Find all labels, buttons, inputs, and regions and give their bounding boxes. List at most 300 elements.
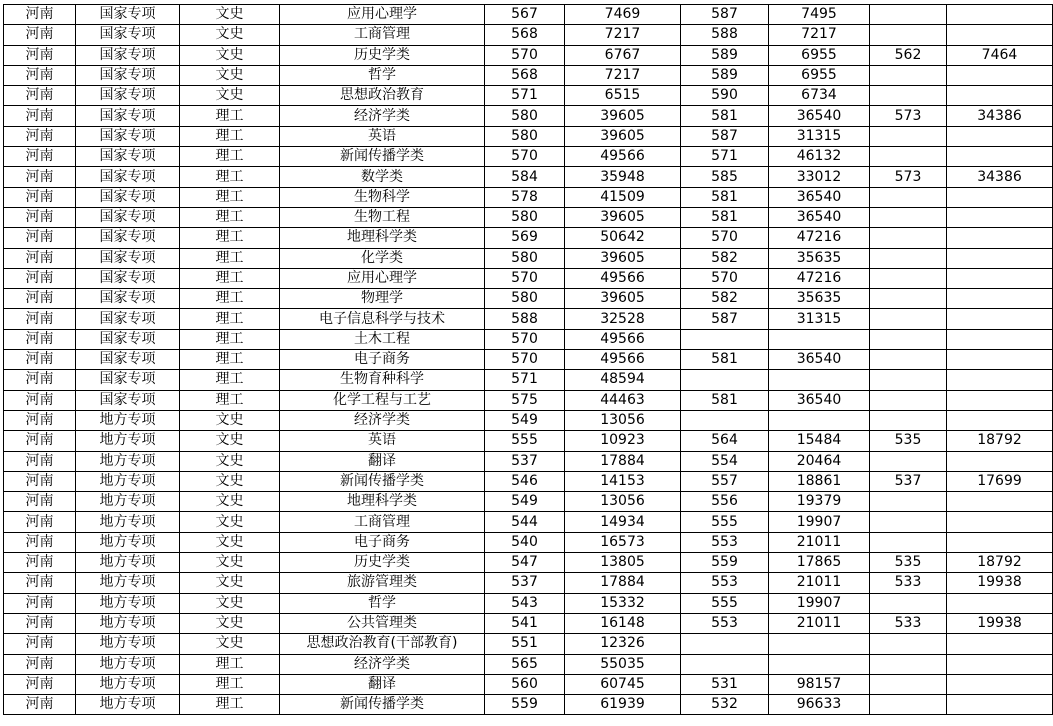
major-cell: 应用心理学 — [280, 268, 485, 288]
prev-rank-cell: 7495 — [769, 5, 870, 25]
prev-rank-cell: 33012 — [769, 167, 870, 187]
min-score-cell: 568 — [485, 65, 565, 85]
province-cell: 河南 — [4, 654, 76, 674]
earlier-rank-cell — [947, 512, 1053, 532]
min-score-cell: 580 — [485, 207, 565, 227]
table-row — [4, 695, 1053, 715]
table-row — [4, 471, 1053, 491]
prev-rank-cell: 20464 — [769, 451, 870, 471]
prev-score-cell: 564 — [681, 431, 769, 451]
province-cell: 河南 — [4, 289, 76, 309]
earlier-score-cell — [870, 451, 947, 471]
major-cell: 生物工程 — [280, 207, 485, 227]
prev-score-cell: 590 — [681, 86, 769, 106]
province-cell: 河南 — [4, 431, 76, 451]
earlier-rank-cell — [947, 309, 1053, 329]
min-rank-cell: 39605 — [565, 248, 681, 268]
earlier-rank-cell: 34386 — [947, 106, 1053, 126]
province-cell: 河南 — [4, 350, 76, 370]
min-rank-cell: 32528 — [565, 309, 681, 329]
table-row — [4, 86, 1053, 106]
prev-score-cell: 581 — [681, 350, 769, 370]
min-score-cell: 565 — [485, 654, 565, 674]
prev-score-cell — [681, 410, 769, 430]
prev-rank-cell: 35635 — [769, 289, 870, 309]
batch-type-cell: 国家专项 — [76, 329, 180, 349]
subject-category-cell: 理工 — [180, 268, 280, 288]
min-rank-cell: 14153 — [565, 471, 681, 491]
province-cell: 河南 — [4, 187, 76, 207]
subject-category-cell: 理工 — [180, 654, 280, 674]
major-cell: 新闻传播学类 — [280, 695, 485, 715]
min-score-cell: 543 — [485, 593, 565, 613]
province-cell: 河南 — [4, 553, 76, 573]
province-cell: 河南 — [4, 207, 76, 227]
prev-score-cell: 571 — [681, 147, 769, 167]
province-cell: 河南 — [4, 167, 76, 187]
table-row — [4, 370, 1053, 390]
batch-type-cell: 地方专项 — [76, 431, 180, 451]
earlier-rank-cell: 18792 — [947, 431, 1053, 451]
min-rank-cell: 14934 — [565, 512, 681, 532]
province-cell: 河南 — [4, 695, 76, 715]
prev-rank-cell — [769, 329, 870, 349]
prev-rank-cell: 15484 — [769, 431, 870, 451]
min-score-cell: 537 — [485, 573, 565, 593]
batch-type-cell: 地方专项 — [76, 532, 180, 552]
earlier-score-cell — [870, 147, 947, 167]
earlier-score-cell — [870, 654, 947, 674]
major-cell: 土木工程 — [280, 329, 485, 349]
prev-rank-cell: 96633 — [769, 695, 870, 715]
province-cell: 河南 — [4, 5, 76, 25]
province-cell: 河南 — [4, 532, 76, 552]
earlier-rank-cell — [947, 268, 1053, 288]
min-rank-cell: 17884 — [565, 573, 681, 593]
prev-rank-cell: 19907 — [769, 593, 870, 613]
min-rank-cell: 16573 — [565, 532, 681, 552]
earlier-rank-cell: 7464 — [947, 45, 1053, 65]
major-cell: 经济学类 — [280, 106, 485, 126]
subject-category-cell: 文史 — [180, 593, 280, 613]
min-rank-cell: 50642 — [565, 228, 681, 248]
earlier-rank-cell — [947, 248, 1053, 268]
earlier-score-cell — [870, 248, 947, 268]
prev-score-cell: 587 — [681, 309, 769, 329]
prev-score-cell: 556 — [681, 492, 769, 512]
prev-rank-cell — [769, 654, 870, 674]
min-rank-cell: 55035 — [565, 654, 681, 674]
earlier-score-cell — [870, 532, 947, 552]
prev-score-cell — [681, 370, 769, 390]
min-rank-cell: 12326 — [565, 634, 681, 654]
min-rank-cell: 13056 — [565, 410, 681, 430]
min-score-cell: 588 — [485, 309, 565, 329]
earlier-rank-cell — [947, 228, 1053, 248]
earlier-score-cell — [870, 593, 947, 613]
subject-category-cell: 理工 — [180, 106, 280, 126]
table-row — [4, 45, 1053, 65]
batch-type-cell: 国家专项 — [76, 147, 180, 167]
earlier-score-cell: 573 — [870, 106, 947, 126]
min-rank-cell: 41509 — [565, 187, 681, 207]
min-rank-cell: 39605 — [565, 207, 681, 227]
prev-score-cell: 557 — [681, 471, 769, 491]
batch-type-cell: 国家专项 — [76, 167, 180, 187]
batch-type-cell: 地方专项 — [76, 674, 180, 694]
prev-score-cell: 555 — [681, 512, 769, 532]
subject-category-cell: 理工 — [180, 350, 280, 370]
prev-rank-cell: 36540 — [769, 207, 870, 227]
earlier-score-cell: 562 — [870, 45, 947, 65]
prev-score-cell: 554 — [681, 451, 769, 471]
prev-score-cell: 553 — [681, 573, 769, 593]
province-cell: 河南 — [4, 248, 76, 268]
batch-type-cell: 地方专项 — [76, 593, 180, 613]
table-row — [4, 674, 1053, 694]
earlier-score-cell: 573 — [870, 167, 947, 187]
earlier-score-cell: 533 — [870, 573, 947, 593]
major-cell: 物理学 — [280, 289, 485, 309]
prev-rank-cell: 36540 — [769, 187, 870, 207]
province-cell: 河南 — [4, 45, 76, 65]
earlier-rank-cell — [947, 86, 1053, 106]
subject-category-cell: 理工 — [180, 329, 280, 349]
table-row — [4, 187, 1053, 207]
major-cell: 化学工程与工艺 — [280, 390, 485, 410]
major-cell: 英语 — [280, 431, 485, 451]
prev-rank-cell — [769, 370, 870, 390]
batch-type-cell: 国家专项 — [76, 248, 180, 268]
batch-type-cell: 国家专项 — [76, 187, 180, 207]
min-rank-cell: 49566 — [565, 268, 681, 288]
province-cell: 河南 — [4, 634, 76, 654]
earlier-score-cell — [870, 634, 947, 654]
province-cell: 河南 — [4, 451, 76, 471]
batch-type-cell: 地方专项 — [76, 634, 180, 654]
major-cell: 地理科学类 — [280, 228, 485, 248]
min-rank-cell: 13056 — [565, 492, 681, 512]
batch-type-cell: 地方专项 — [76, 492, 180, 512]
earlier-rank-cell — [947, 674, 1053, 694]
batch-type-cell: 国家专项 — [76, 370, 180, 390]
batch-type-cell: 国家专项 — [76, 25, 180, 45]
prev-rank-cell: 47216 — [769, 228, 870, 248]
min-rank-cell: 7217 — [565, 65, 681, 85]
earlier-score-cell — [870, 289, 947, 309]
batch-type-cell: 国家专项 — [76, 106, 180, 126]
earlier-score-cell — [870, 512, 947, 532]
prev-rank-cell: 18861 — [769, 471, 870, 491]
prev-rank-cell: 21011 — [769, 613, 870, 633]
major-cell: 英语 — [280, 126, 485, 146]
province-cell: 河南 — [4, 390, 76, 410]
province-cell: 河南 — [4, 25, 76, 45]
earlier-rank-cell — [947, 126, 1053, 146]
batch-type-cell: 地方专项 — [76, 471, 180, 491]
prev-rank-cell: 47216 — [769, 268, 870, 288]
earlier-rank-cell — [947, 390, 1053, 410]
province-cell: 河南 — [4, 593, 76, 613]
major-cell: 电子商务 — [280, 532, 485, 552]
subject-category-cell: 理工 — [180, 228, 280, 248]
batch-type-cell: 地方专项 — [76, 613, 180, 633]
batch-type-cell: 国家专项 — [76, 268, 180, 288]
subject-category-cell: 理工 — [180, 126, 280, 146]
subject-category-cell: 文史 — [180, 451, 280, 471]
subject-category-cell: 理工 — [180, 289, 280, 309]
subject-category-cell: 文史 — [180, 532, 280, 552]
province-cell: 河南 — [4, 410, 76, 430]
earlier-rank-cell: 17699 — [947, 471, 1053, 491]
batch-type-cell: 国家专项 — [76, 5, 180, 25]
subject-category-cell: 理工 — [180, 187, 280, 207]
earlier-score-cell — [870, 126, 947, 146]
min-rank-cell: 6515 — [565, 86, 681, 106]
earlier-score-cell — [870, 410, 947, 430]
subject-category-cell: 文史 — [180, 5, 280, 25]
table-row — [4, 410, 1053, 430]
province-cell: 河南 — [4, 471, 76, 491]
major-cell: 数学类 — [280, 167, 485, 187]
subject-category-cell: 理工 — [180, 147, 280, 167]
earlier-rank-cell — [947, 350, 1053, 370]
batch-type-cell: 国家专项 — [76, 350, 180, 370]
admission-scores-table — [3, 4, 1053, 715]
major-cell: 思想政治教育(干部教育) — [280, 634, 485, 654]
prev-score-cell: 581 — [681, 106, 769, 126]
prev-rank-cell: 36540 — [769, 390, 870, 410]
subject-category-cell: 文史 — [180, 573, 280, 593]
prev-rank-cell: 31315 — [769, 126, 870, 146]
province-cell: 河南 — [4, 613, 76, 633]
subject-category-cell: 文史 — [180, 86, 280, 106]
major-cell: 工商管理 — [280, 25, 485, 45]
major-cell: 思想政治教育 — [280, 86, 485, 106]
batch-type-cell: 地方专项 — [76, 451, 180, 471]
table-row — [4, 532, 1053, 552]
min-score-cell: 560 — [485, 674, 565, 694]
earlier-rank-cell — [947, 207, 1053, 227]
earlier-rank-cell — [947, 695, 1053, 715]
prev-score-cell: 553 — [681, 532, 769, 552]
min-rank-cell: 60745 — [565, 674, 681, 694]
prev-rank-cell: 46132 — [769, 147, 870, 167]
major-cell: 应用心理学 — [280, 5, 485, 25]
min-score-cell: 551 — [485, 634, 565, 654]
major-cell: 旅游管理类 — [280, 573, 485, 593]
earlier-score-cell — [870, 86, 947, 106]
prev-rank-cell: 7217 — [769, 25, 870, 45]
major-cell: 电子信息科学与技术 — [280, 309, 485, 329]
min-score-cell: 580 — [485, 248, 565, 268]
subject-category-cell: 文史 — [180, 613, 280, 633]
prev-score-cell — [681, 634, 769, 654]
major-cell: 翻译 — [280, 451, 485, 471]
min-rank-cell: 16148 — [565, 613, 681, 633]
prev-score-cell: 553 — [681, 613, 769, 633]
batch-type-cell: 国家专项 — [76, 390, 180, 410]
batch-type-cell: 地方专项 — [76, 512, 180, 532]
table-row — [4, 329, 1053, 349]
table-row — [4, 573, 1053, 593]
prev-score-cell: 581 — [681, 207, 769, 227]
min-rank-cell: 49566 — [565, 350, 681, 370]
prev-score-cell: 587 — [681, 5, 769, 25]
prev-rank-cell: 19907 — [769, 512, 870, 532]
prev-score-cell — [681, 329, 769, 349]
subject-category-cell: 理工 — [180, 390, 280, 410]
min-score-cell: 567 — [485, 5, 565, 25]
batch-type-cell: 地方专项 — [76, 695, 180, 715]
min-score-cell: 575 — [485, 390, 565, 410]
batch-type-cell: 地方专项 — [76, 654, 180, 674]
prev-rank-cell: 36540 — [769, 350, 870, 370]
province-cell: 河南 — [4, 329, 76, 349]
prev-rank-cell: 6955 — [769, 45, 870, 65]
earlier-score-cell: 537 — [870, 471, 947, 491]
province-cell: 河南 — [4, 512, 76, 532]
province-cell: 河南 — [4, 147, 76, 167]
earlier-rank-cell — [947, 654, 1053, 674]
subject-category-cell: 理工 — [180, 674, 280, 694]
subject-category-cell: 理工 — [180, 248, 280, 268]
prev-score-cell: 587 — [681, 126, 769, 146]
min-score-cell: 580 — [485, 289, 565, 309]
subject-category-cell: 文史 — [180, 471, 280, 491]
table-row — [4, 268, 1053, 288]
min-rank-cell: 35948 — [565, 167, 681, 187]
province-cell: 河南 — [4, 228, 76, 248]
major-cell: 新闻传播学类 — [280, 471, 485, 491]
prev-score-cell: 582 — [681, 289, 769, 309]
earlier-rank-cell — [947, 25, 1053, 45]
min-rank-cell: 61939 — [565, 695, 681, 715]
subject-category-cell: 文史 — [180, 45, 280, 65]
table-row — [4, 593, 1053, 613]
min-rank-cell: 6767 — [565, 45, 681, 65]
prev-rank-cell: 21011 — [769, 532, 870, 552]
earlier-score-cell — [870, 309, 947, 329]
earlier-rank-cell — [947, 532, 1053, 552]
min-score-cell: 541 — [485, 613, 565, 633]
min-score-cell: 571 — [485, 370, 565, 390]
batch-type-cell: 国家专项 — [76, 65, 180, 85]
min-rank-cell: 15332 — [565, 593, 681, 613]
table-row — [4, 106, 1053, 126]
batch-type-cell: 国家专项 — [76, 86, 180, 106]
major-cell: 经济学类 — [280, 654, 485, 674]
subject-category-cell: 文史 — [180, 512, 280, 532]
min-score-cell: 568 — [485, 25, 565, 45]
subject-category-cell: 文史 — [180, 65, 280, 85]
earlier-score-cell: 535 — [870, 553, 947, 573]
min-rank-cell: 49566 — [565, 329, 681, 349]
earlier-rank-cell — [947, 289, 1053, 309]
earlier-rank-cell: 18792 — [947, 553, 1053, 573]
major-cell: 历史学类 — [280, 553, 485, 573]
min-rank-cell: 17884 — [565, 451, 681, 471]
major-cell: 历史学类 — [280, 45, 485, 65]
table-row — [4, 228, 1053, 248]
earlier-score-cell — [870, 695, 947, 715]
earlier-score-cell — [870, 65, 947, 85]
min-score-cell: 537 — [485, 451, 565, 471]
major-cell: 生物科学 — [280, 187, 485, 207]
min-score-cell: 547 — [485, 553, 565, 573]
prev-rank-cell: 35635 — [769, 248, 870, 268]
major-cell: 翻译 — [280, 674, 485, 694]
table-row — [4, 512, 1053, 532]
table-row — [4, 289, 1053, 309]
table-row — [4, 451, 1053, 471]
province-cell: 河南 — [4, 268, 76, 288]
earlier-rank-cell — [947, 329, 1053, 349]
prev-rank-cell: 98157 — [769, 674, 870, 694]
batch-type-cell: 地方专项 — [76, 573, 180, 593]
subject-category-cell: 理工 — [180, 207, 280, 227]
min-score-cell: 570 — [485, 45, 565, 65]
prev-rank-cell — [769, 410, 870, 430]
prev-score-cell: 570 — [681, 268, 769, 288]
prev-score-cell: 555 — [681, 593, 769, 613]
major-cell: 公共管理类 — [280, 613, 485, 633]
earlier-score-cell — [870, 390, 947, 410]
prev-rank-cell: 6734 — [769, 86, 870, 106]
min-rank-cell: 49566 — [565, 147, 681, 167]
prev-score-cell: 559 — [681, 553, 769, 573]
earlier-score-cell: 533 — [870, 613, 947, 633]
subject-category-cell: 文史 — [180, 492, 280, 512]
earlier-rank-cell — [947, 5, 1053, 25]
prev-rank-cell: 17865 — [769, 553, 870, 573]
min-rank-cell: 39605 — [565, 126, 681, 146]
min-score-cell: 546 — [485, 471, 565, 491]
table-row — [4, 634, 1053, 654]
major-cell: 地理科学类 — [280, 492, 485, 512]
min-rank-cell: 39605 — [565, 106, 681, 126]
subject-category-cell: 理工 — [180, 370, 280, 390]
province-cell: 河南 — [4, 674, 76, 694]
table-row — [4, 431, 1053, 451]
table-body — [4, 5, 1053, 715]
earlier-rank-cell — [947, 147, 1053, 167]
table-row — [4, 553, 1053, 573]
province-cell: 河南 — [4, 106, 76, 126]
batch-type-cell: 地方专项 — [76, 553, 180, 573]
batch-type-cell: 国家专项 — [76, 289, 180, 309]
province-cell: 河南 — [4, 86, 76, 106]
min-score-cell: 549 — [485, 410, 565, 430]
earlier-score-cell — [870, 228, 947, 248]
earlier-score-cell — [870, 350, 947, 370]
earlier-rank-cell — [947, 451, 1053, 471]
min-score-cell: 555 — [485, 431, 565, 451]
min-rank-cell: 10923 — [565, 431, 681, 451]
prev-rank-cell: 19379 — [769, 492, 870, 512]
table-row — [4, 248, 1053, 268]
earlier-rank-cell — [947, 410, 1053, 430]
subject-category-cell: 文史 — [180, 25, 280, 45]
min-score-cell: 584 — [485, 167, 565, 187]
prev-score-cell: 581 — [681, 390, 769, 410]
earlier-score-cell — [870, 207, 947, 227]
earlier-rank-cell: 19938 — [947, 613, 1053, 633]
min-rank-cell: 44463 — [565, 390, 681, 410]
subject-category-cell: 文史 — [180, 431, 280, 451]
earlier-rank-cell: 34386 — [947, 167, 1053, 187]
table-row — [4, 5, 1053, 25]
